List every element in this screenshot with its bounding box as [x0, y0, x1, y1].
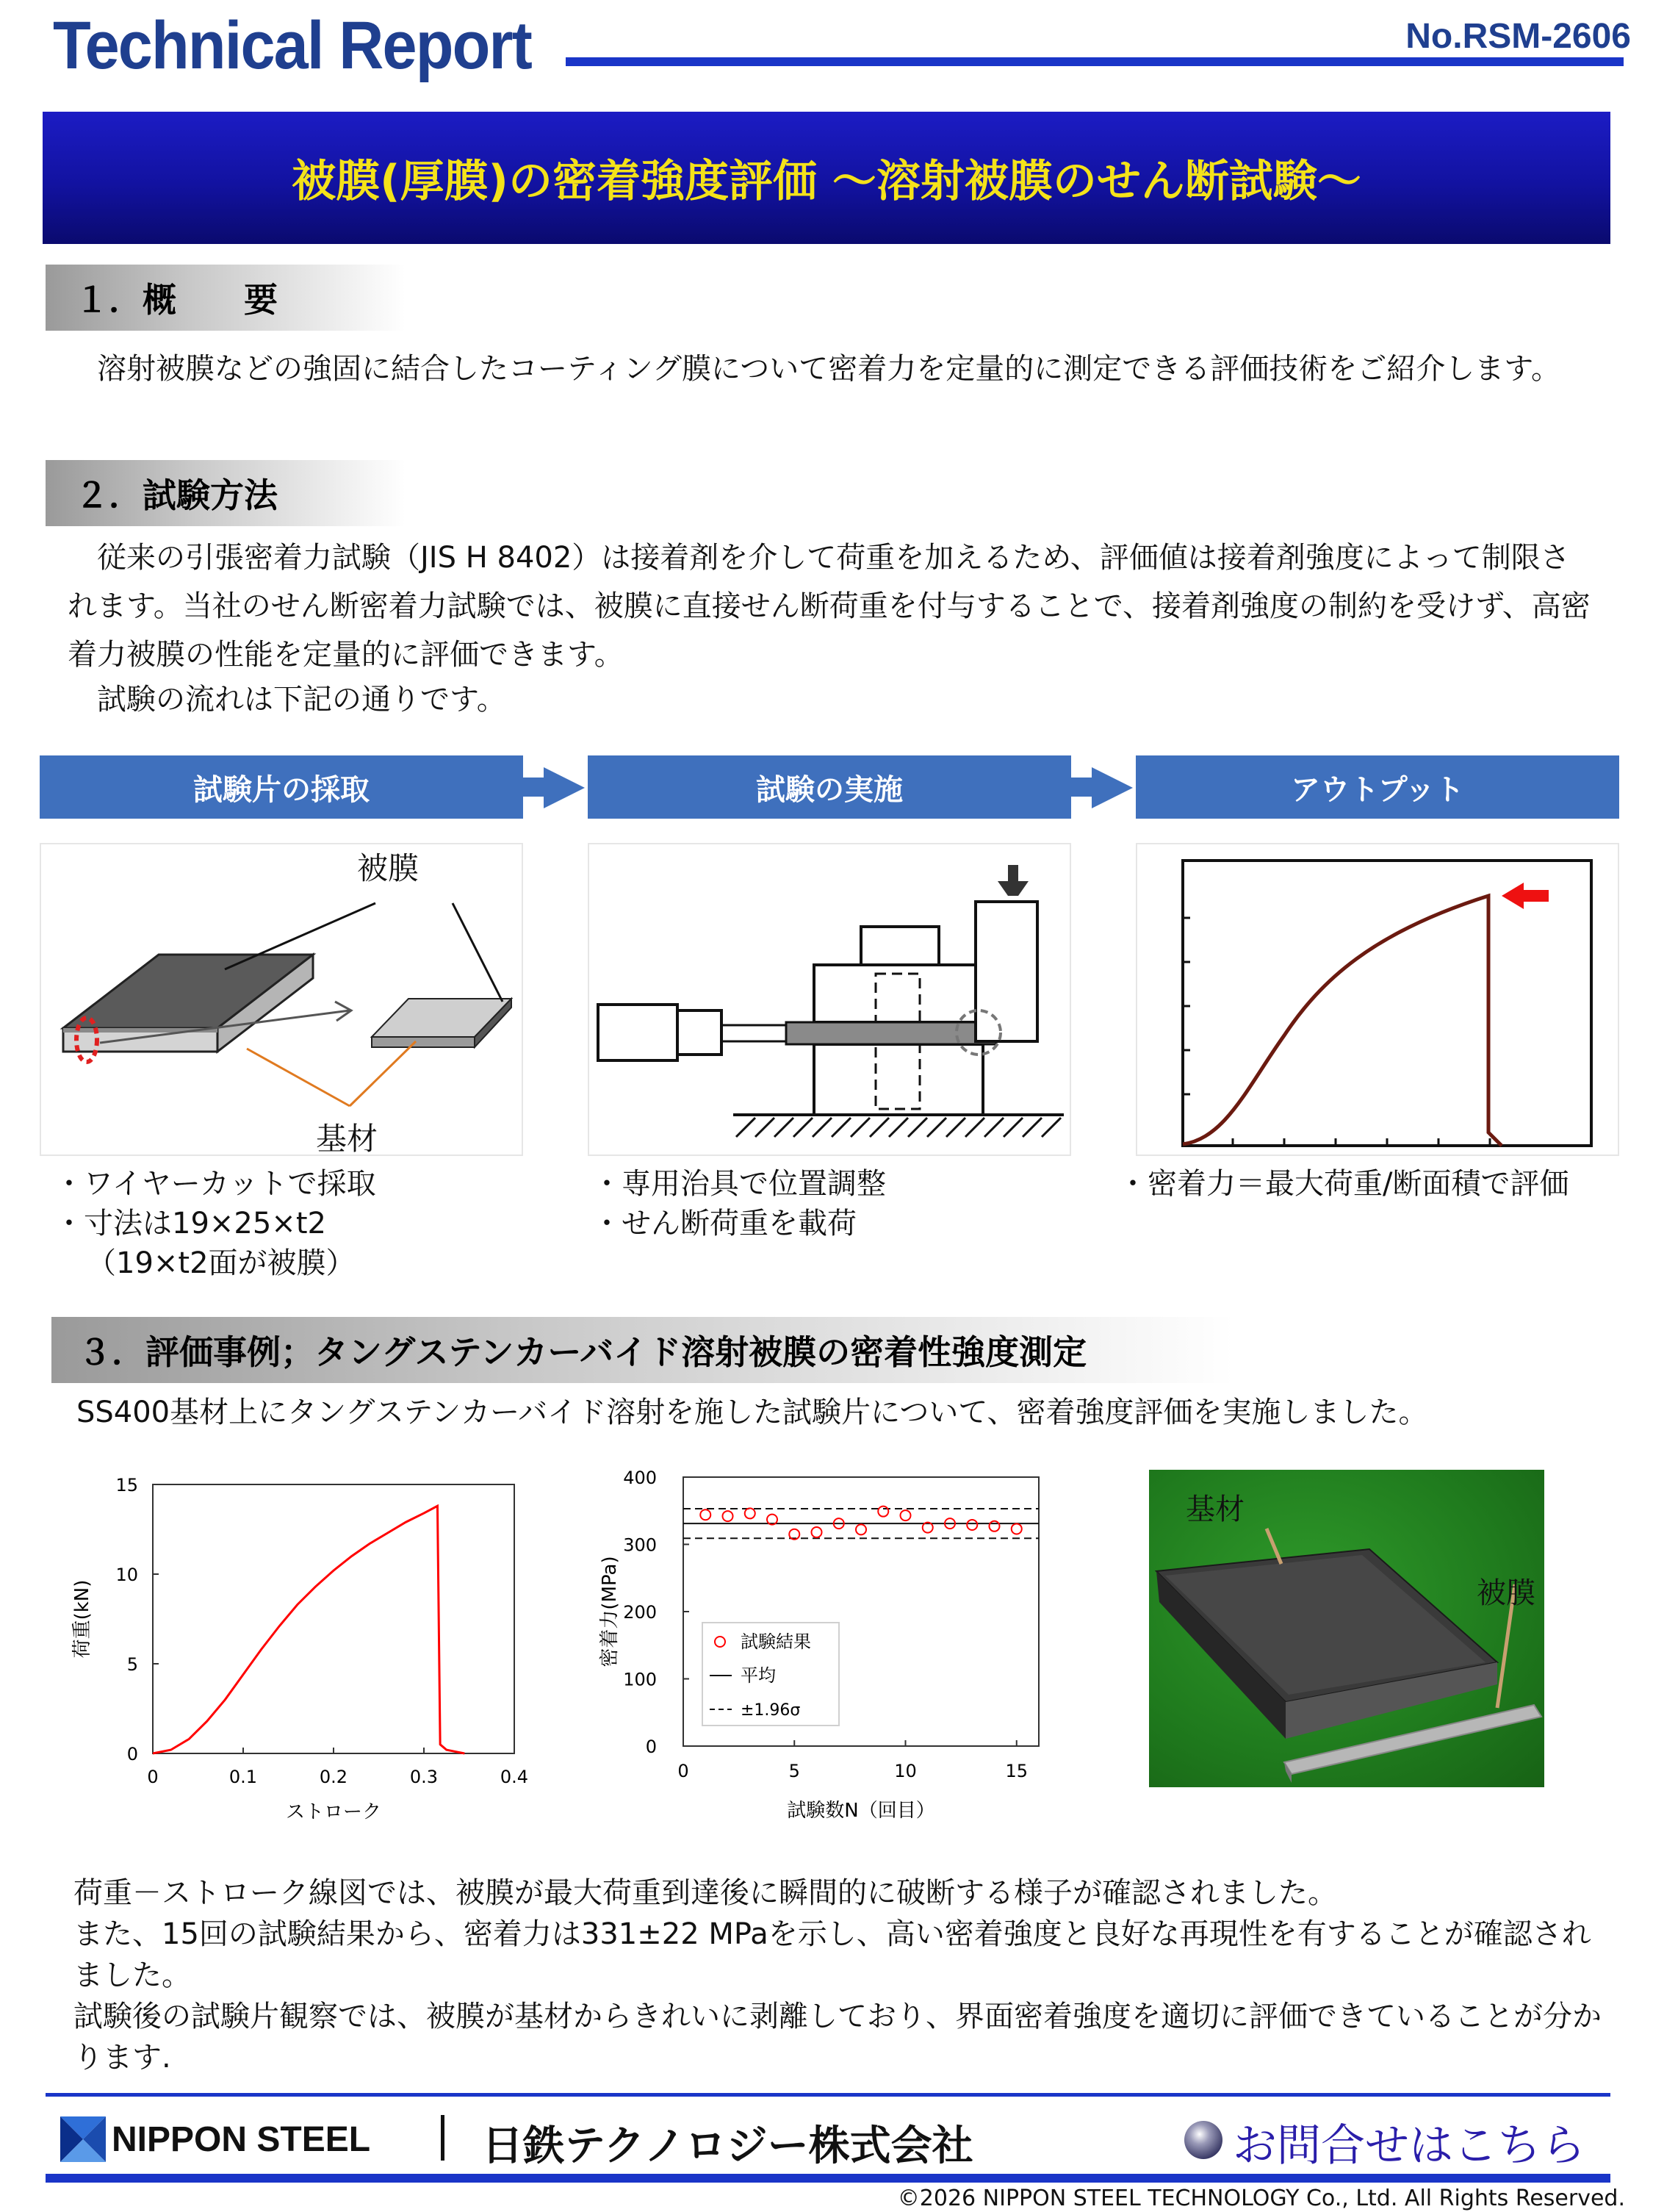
section3-heading: ３．評価事例；タングステンカーバイド溶射被膜の密着性強度測定 [51, 1317, 1234, 1383]
step1-bullet-3: （19×t2面が被膜） [87, 1246, 356, 1280]
legend-sigma: ±1.96σ [741, 1701, 801, 1720]
step3-bullet-1: ・密着力＝最大荷重/断面積で評価 [1118, 1167, 1569, 1201]
chart1-y-label: 荷重(kN) [71, 1579, 93, 1659]
chart2-x-label: 試験数N（回目） [787, 1800, 935, 1822]
header-rule [566, 57, 1624, 66]
panel-output [1136, 843, 1619, 1156]
step1-bullet-1: ・ワイヤーカットで採取 [54, 1167, 376, 1201]
chart2-x-tick-label: 0 [677, 1761, 689, 1781]
step2-bullet-2: ・せん断荷重を載荷 [592, 1207, 857, 1240]
chart1-x-tick-label: 0.2 [319, 1767, 348, 1787]
flow-arrow-2 [1092, 767, 1133, 808]
copyright-text: ©2026 NIPPON STEEL TECHNOLOGY Co., Ltd. All Rights Reserved. [897, 2186, 1625, 2211]
legend-results: 試験結果 [741, 1631, 811, 1652]
chart2-x-tick-label: 15 [1005, 1761, 1029, 1781]
flow-step-output: アウトプット [1136, 755, 1619, 819]
label-base: 基材 [316, 1121, 378, 1157]
label-coating: 被膜 [357, 850, 419, 886]
conclusion-line-1: 荷重－ストローク線図では、被膜が最大荷重到達後に瞬間的に破断する様子が確認されました。 [73, 1876, 1337, 1910]
section3-intro: SS400基材上にタングステンカーバイド溶射を施した試験片について、密着強度評価を実施しました。 [76, 1396, 1428, 1429]
footer-bottom-rule [46, 2174, 1610, 2183]
conclusion-line-3: 試験後の試験片観察では、被膜が基材からきれいに剥離しており、界面密着強度を適切に評価できていることが分かります. [73, 2000, 1602, 2075]
chart2-y-label: 密着力(MPa) [599, 1556, 621, 1667]
chart1-y-tick-label: 0 [126, 1744, 138, 1764]
chart2-y-tick-label: 0 [645, 1737, 657, 1757]
flow-step-testing: 試験の実施 [588, 755, 1071, 819]
chart1-x-tick-label: 0.4 [500, 1767, 529, 1787]
footer-brand: NIPPON STEEL [112, 2120, 371, 2159]
panel-testing [588, 843, 1071, 1156]
adhesion-strength-chart [580, 1470, 1058, 1837]
contact-bullet-icon[interactable] [1183, 2119, 1224, 2161]
banner-title: 被膜(厚膜)の密着強度評価 ～溶射被膜のせん断試験～ [292, 156, 1361, 207]
chart1-x-label: ストローク [285, 1801, 382, 1823]
report-number: No.RSM-2606 [1405, 17, 1631, 56]
chart2-x-tick-label: 5 [788, 1761, 800, 1781]
chart2-y-tick-label: 200 [623, 1602, 657, 1623]
footer-company: 日鉄テクノロジー株式会社 [482, 2122, 973, 2170]
section1-text: 溶射被膜などの強固に結合したコーティング膜について密着力を定量的に測定できる評価技術をご紹介します。 [68, 352, 1560, 386]
flow-arrow-1 [544, 767, 585, 808]
load-stroke-chart [62, 1470, 561, 1837]
report-title: Technical Report [53, 8, 531, 83]
chart2-y-tick-label: 400 [623, 1470, 657, 1488]
specimen-diagram [41, 844, 522, 1155]
flow-arrow-bar-1 [523, 778, 545, 797]
photo-label-base: 基材 [1186, 1493, 1245, 1526]
fixture-diagram [589, 844, 1070, 1155]
chart1-y-tick-label: 5 [126, 1654, 138, 1675]
conclusion-line-2: また、15回の試験結果から、密着力は331±22 MPaを示し、高い密着強度と良好な再現性を有することが確認されました。 [73, 1917, 1591, 1992]
contact-link[interactable]: お問合せはこちら [1233, 2120, 1585, 2172]
title-banner [43, 112, 1610, 244]
step1-bullets [54, 1164, 376, 1283]
section2-heading: ２．試験方法 [46, 460, 406, 526]
panel-sampling [40, 843, 523, 1156]
flow-step-sampling: 試験片の採取 [40, 755, 523, 819]
nippon-steel-logo-icon [60, 2116, 106, 2162]
chart1-y-tick-label: 10 [115, 1565, 138, 1585]
section1-heading: １．概 要 [46, 265, 406, 331]
footer-top-rule [46, 2093, 1610, 2097]
output-schematic [1137, 844, 1618, 1155]
specimen-photo [1149, 1470, 1544, 1787]
step2-bullets [592, 1164, 886, 1243]
section2-flow-note: 試験の流れは下記の通りです。 [68, 683, 506, 717]
conclusion-text [73, 1872, 1616, 2078]
footer-divider [441, 2115, 444, 2161]
step3-bullets [1118, 1164, 1569, 1204]
chart2-y-tick-label: 300 [623, 1534, 657, 1556]
section2-text: 従来の引張密着力試験（JIS H 8402）は接着剤を介して荷重を加えるため、評価値は接着剤強度によって制限されます。当社のせん断密着力試験では、被膜に直接せん断荷重を付与することで、接着剤強度の制約を受けず、高密着力被膜の性能を定量的に評価できます。 [68, 541, 1591, 672]
chart1-x-tick-label: 0 [147, 1767, 159, 1787]
chart2-x-tick-label: 10 [894, 1761, 917, 1781]
chart1-x-tick-label: 0.1 [228, 1767, 258, 1787]
step1-bullet-2: ・寸法は19×25×t2 [54, 1207, 326, 1240]
chart1-y-tick-label: 15 [115, 1475, 138, 1495]
photo-label-coating: 被膜 [1477, 1576, 1535, 1610]
chart1-plot-area [153, 1484, 514, 1753]
chart2-y-tick-label: 100 [623, 1669, 657, 1690]
flow-arrow-bar-2 [1071, 778, 1093, 797]
chart1-x-tick-label: 0.3 [409, 1767, 439, 1787]
step2-bullet-1: ・専用治具で位置調整 [592, 1167, 886, 1201]
legend-mean: 平均 [741, 1665, 776, 1686]
